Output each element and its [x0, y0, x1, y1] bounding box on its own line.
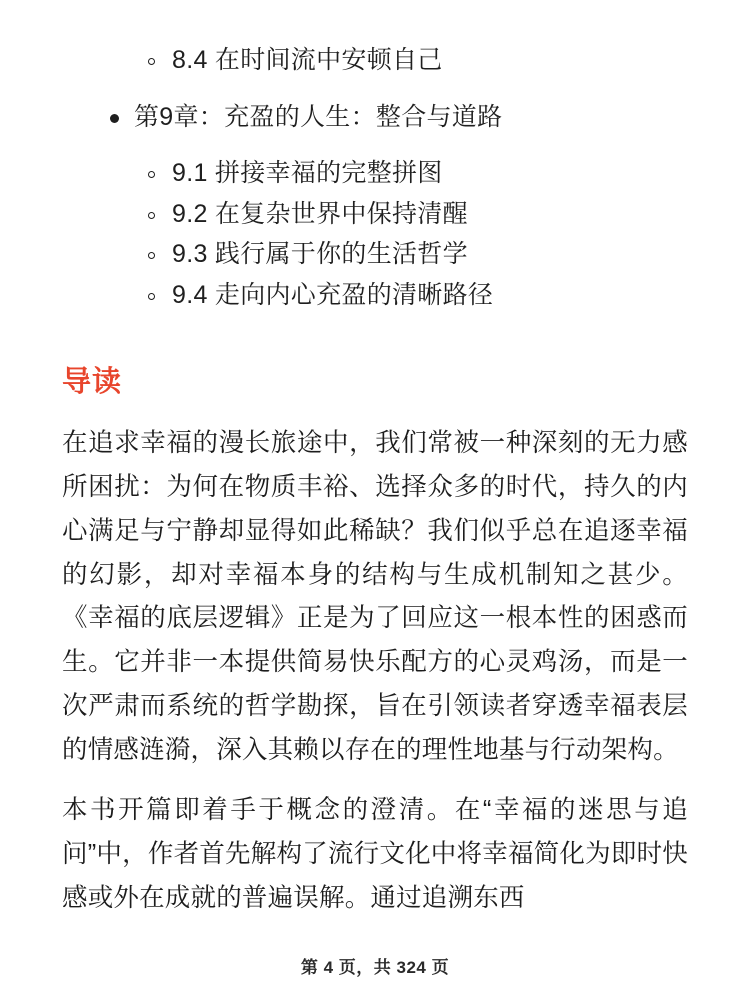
toc-chapter-item[interactable]: 第9章：充盈的人生：整合与道路: [62, 97, 688, 138]
toc-chapter-sub-list: [62, 153, 688, 315]
body-paragraph: 本书开篇即着手于概念的澄清。在“幸福的迷思与追问”中，作者首先解构了流行文化中将幸福简化为即时快感或外在成就的普遍误解。通过追溯东西: [62, 795, 688, 912]
toc-sub-item[interactable]: 8.4 在时间流中安顿自己: [62, 40, 688, 81]
toc-sub-item[interactable]: 9.1 拼接幸福的完整拼图: [62, 153, 688, 194]
table-of-contents: [62, 40, 688, 137]
toc-sub-item[interactable]: 9.4 走向内心充盈的清晰路径: [62, 275, 688, 316]
toc-sub-item[interactable]: 9.2 在复杂世界中保持清醒: [62, 194, 688, 235]
page-footer: 第 4 页，共 324 页: [300, 958, 450, 977]
section-heading: 导读: [62, 366, 123, 398]
toc-sub-item[interactable]: 9.3 践行属于你的生活哲学: [62, 234, 688, 275]
body-paragraph: 在追求幸福的漫长旅途中，我们常被一种深刻的无力感所困扰：为何在物质丰裕、选择众多的时代，持久的内心满足与宁静却显得如此稀缺？我们似乎总在追逐幸福的幻影，却对幸福本身的结构与生成机制知之甚少。《幸福的底层逻辑》正是为了回应这一根本性的困惑而生。它并非一本提供简易快乐配方的心灵鸡汤，而是一次严肃而系统的哲学勘探，旨在引领读者穿透幸福表层的情感涟漪，深入其赖以存在的理性地基与行动架构。: [62, 429, 688, 765]
